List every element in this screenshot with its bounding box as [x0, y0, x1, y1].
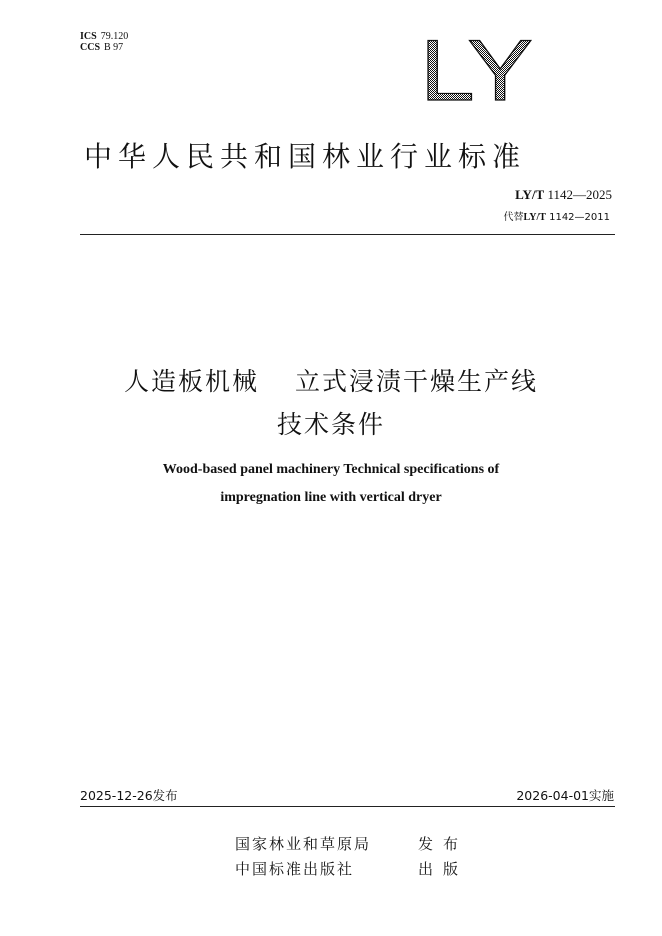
ccs-code [80, 42, 128, 53]
implementation-date: 2026-04-01实施 [516, 788, 614, 803]
replace-number: 1142—2011 [549, 212, 610, 223]
publisher-name: 国家林业和草原局 [235, 835, 372, 853]
zh-title-line1 [0, 362, 662, 398]
std-number: 1142—2025 [547, 187, 612, 202]
publisher-action: 出版 [418, 860, 469, 878]
standard-number [515, 187, 612, 203]
zh-title-part1: 人造板机械 [123, 367, 259, 396]
publisher-row [235, 857, 468, 882]
replaces-standard [503, 208, 610, 223]
publishers [235, 832, 468, 882]
std-prefix: LY/T [515, 187, 545, 202]
en-title-line1: Wood-based panel machinery Technical specifications of [162, 462, 500, 477]
publisher-row [235, 832, 468, 857]
issue-date: 2025-12-26发布 [80, 788, 178, 803]
ly-logo [420, 34, 535, 104]
ics-value: 79.120 [100, 31, 129, 42]
publisher-name: 中国标准出版社 [235, 860, 355, 878]
ccs-value: B 97 [104, 42, 124, 53]
ics-code [80, 31, 128, 42]
ics-label: ICS [80, 31, 97, 42]
replace-code: LY/T [523, 212, 546, 223]
logo-text: LY [420, 34, 533, 104]
ccs-label: CCS [80, 42, 101, 53]
footer-rule [80, 806, 615, 807]
org-title: 中华人民共和国林业行业标准 [84, 140, 527, 173]
en-title-line2: impregnation line with vertical dryer [220, 490, 442, 505]
publisher-action: 发布 [418, 835, 469, 853]
classification-codes [80, 31, 128, 53]
replace-prefix: 代替 [503, 212, 524, 223]
zh-title-part2: 立式浸渍干燥生产线 [295, 367, 539, 396]
header-rule [80, 234, 615, 235]
zh-title-line2: 技术条件 [276, 410, 385, 439]
